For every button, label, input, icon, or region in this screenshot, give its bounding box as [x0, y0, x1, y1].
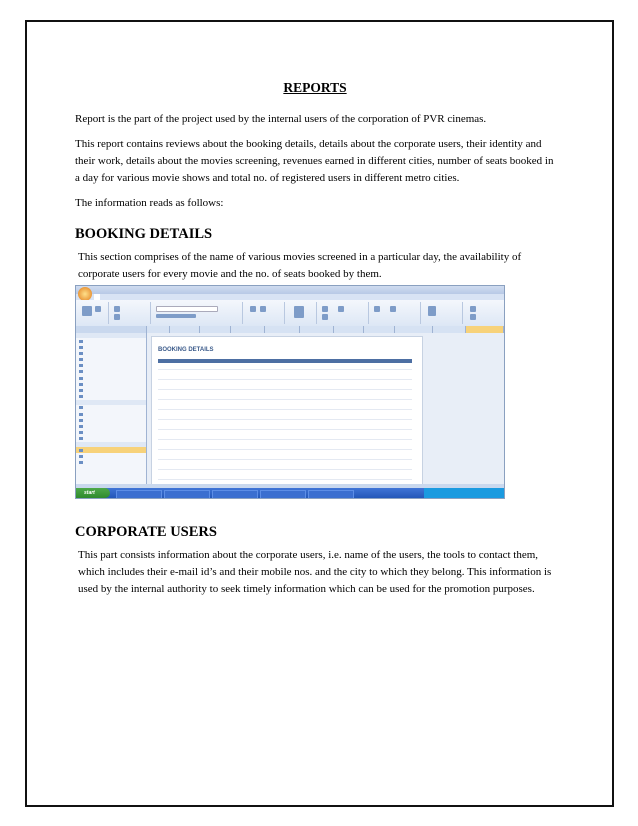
document-tabs: [147, 326, 504, 333]
office-button-icon: [78, 287, 92, 301]
section-heading-corporate: CORPORATE USERS: [75, 524, 217, 540]
ribbon: [76, 300, 504, 327]
report-view: [151, 336, 423, 490]
report-header-bar: [158, 359, 412, 363]
document-body-lower: [75, 510, 555, 606]
intro-paragraph-3: The information reads as follows:: [75, 197, 224, 209]
access-screenshot: [75, 285, 505, 499]
windows-taskbar: [76, 488, 504, 498]
section-heading-booking: BOOKING DETAILS: [75, 226, 213, 242]
report-title: BOOKING DETAILS: [158, 347, 214, 353]
intro-paragraph-1: Report is the part of the project used by the internal users of the corporation of PVR cinemas.: [75, 113, 487, 125]
page-title: REPORTS: [283, 80, 347, 95]
system-tray: [424, 488, 504, 498]
app-titlebar: [76, 286, 504, 294]
intro-paragraph-2: This report contains reviews about the booking details, details about the corporate users, their identity and their work, details about the movies screening, revenues earned in different cities, number of seats booked in a day for various movie shows and total no. of registered users in different metro cities.: [75, 138, 554, 184]
document-body: [75, 80, 555, 291]
start-button[interactable]: start: [76, 488, 110, 498]
section-body-corporate: This part consists information about the corporate users, i.e. name of the users, the tools to contact them, which includes their e-mail id’s and their mobile nos. and the city to which they belong. This information is used by the internal authority to seek timely information which can be used for the promotion purposes.: [78, 549, 552, 595]
navigation-pane: [76, 326, 147, 488]
section-body-booking: This section comprises of the name of various movies screened in a particular day, the availability of corporate users for every movie and the no. of seats booked by them.: [78, 251, 522, 280]
